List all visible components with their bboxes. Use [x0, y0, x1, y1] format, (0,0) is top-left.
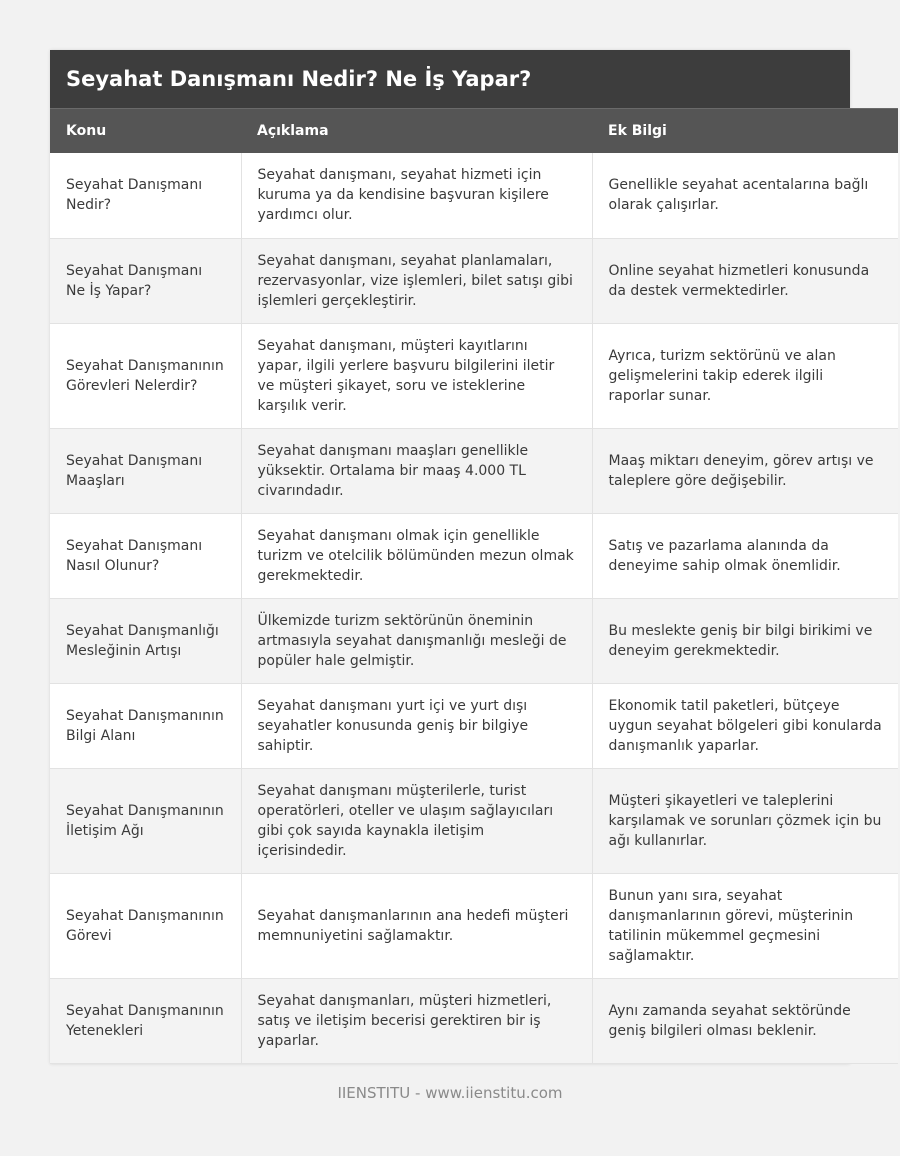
table-row: [50, 683, 898, 768]
cell-ek-bilgi: Genellikle seyahat acentalarına bağlı olarak çalışırlar.: [592, 153, 898, 238]
table-header: [50, 109, 898, 154]
cell-konu: Seyahat Danışmanının İletişim Ağı: [50, 768, 241, 873]
info-card: [50, 50, 882, 1064]
table-row: [50, 238, 898, 323]
table-body: [50, 153, 898, 1063]
cell-ek-bilgi: Ayrıca, turizm sektörünü ve alan gelişmelerini takip ederek ilgili raporlar sunar.: [592, 323, 898, 428]
table-row: [50, 323, 898, 428]
cell-konu: Seyahat Danışmanı Ne İş Yapar?: [50, 238, 241, 323]
cell-aciklama: Seyahat danışmanı olmak için genellikle turizm ve otelcilik bölümünden mezun olmak gerekmektedir.: [241, 513, 592, 598]
cell-aciklama: Ülkemizde turizm sektörünün öneminin artmasıyla seyahat danışmanlığı mesleği de popüler hale gelmiştir.: [241, 598, 592, 683]
cell-konu: Seyahat Danışmanının Görevleri Nelerdir?: [50, 323, 241, 428]
cell-konu: Seyahat Danışmanı Nedir?: [50, 153, 241, 238]
cell-ek-bilgi: Bu meslekte geniş bir bilgi birikimi ve deneyim gerekmektedir.: [592, 598, 898, 683]
table-row: [50, 513, 898, 598]
cell-konu: Seyahat Danışmanlığı Mesleğinin Artışı: [50, 598, 241, 683]
cell-aciklama: Seyahat danışmanı, seyahat hizmeti için kuruma ya da kendisine başvuran kişilere yardımcı olur.: [241, 153, 592, 238]
cell-aciklama: Seyahat danışmanlarının ana hedefi müşteri memnuniyetini sağlamaktır.: [241, 873, 592, 978]
cell-aciklama: Seyahat danışmanı müşterilerle, turist operatörleri, oteller ve ulaşım sağlayıcıları gibi çok sayıda kaynakla iletişim içerisindedir.: [241, 768, 592, 873]
table-row: [50, 768, 898, 873]
cell-ek-bilgi: Ekonomik tatil paketleri, bütçeye uygun seyahat bölgeleri gibi konularda danışmanlık yaparlar.: [592, 683, 898, 768]
table-row: [50, 428, 898, 513]
table-row: [50, 978, 898, 1063]
cell-ek-bilgi: Bunun yanı sıra, seyahat danışmanlarının görevi, müşterinin tatilinin mükemmel geçmesini sağlamaktır.: [592, 873, 898, 978]
cell-aciklama: Seyahat danışmanı yurt içi ve yurt dışı seyahatler konusunda geniş bir bilgiye sahiptir.: [241, 683, 592, 768]
cell-ek-bilgi: Online seyahat hizmetleri konusunda da destek vermektedirler.: [592, 238, 898, 323]
cell-aciklama: Seyahat danışmanı, müşteri kayıtlarını yapar, ilgili yerlere başvuru bilgilerini iletir ve müşteri şikayet, soru ve isteklerine karşılık verir.: [241, 323, 592, 428]
cell-ek-bilgi: Aynı zamanda seyahat sektöründe geniş bilgileri olması beklenir.: [592, 978, 898, 1063]
cell-aciklama: Seyahat danışmanı, seyahat planlamaları, rezervasyonlar, vize işlemleri, bilet satışı gibi işlemleri gerçekleştirir.: [241, 238, 592, 323]
cell-ek-bilgi: Maaş miktarı deneyim, görev artışı ve taleplere göre değişebilir.: [592, 428, 898, 513]
cell-aciklama: Seyahat danışmanları, müşteri hizmetleri, satış ve iletişim becerisi gerektiren bir iş yaparlar.: [241, 978, 592, 1063]
cell-konu: Seyahat Danışmanının Bilgi Alanı: [50, 683, 241, 768]
cell-ek-bilgi: Müşteri şikayetleri ve taleplerini karşılamak ve sorunları çözmek için bu ağı kullanırlar.: [592, 768, 898, 873]
info-table: [50, 108, 898, 1064]
cell-konu: Seyahat Danışmanının Görevi: [50, 873, 241, 978]
cell-konu: Seyahat Danışmanı Nasıl Olunur?: [50, 513, 241, 598]
cell-aciklama: Seyahat danışmanı maaşları genellikle yüksektir. Ortalama bir maaş 4.000 TL civarındadır.: [241, 428, 592, 513]
header-aciklama: Açıklama: [241, 109, 592, 154]
table-row: [50, 598, 898, 683]
page-title: Seyahat Danışmanı Nedir? Ne İş Yapar?: [50, 50, 850, 108]
cell-konu: Seyahat Danışmanının Yetenekleri: [50, 978, 241, 1063]
cell-konu: Seyahat Danışmanı Maaşları: [50, 428, 241, 513]
table-row: [50, 873, 898, 978]
header-konu: Konu: [50, 109, 241, 154]
header-ek-bilgi: Ek Bilgi: [592, 109, 898, 154]
header-row: [50, 109, 898, 154]
cell-ek-bilgi: Satış ve pazarlama alanında da deneyime sahip olmak önemlidir.: [592, 513, 898, 598]
table-row: [50, 153, 898, 238]
footer-credit: IIENSTITU - www.iienstitu.com: [337, 1084, 563, 1102]
